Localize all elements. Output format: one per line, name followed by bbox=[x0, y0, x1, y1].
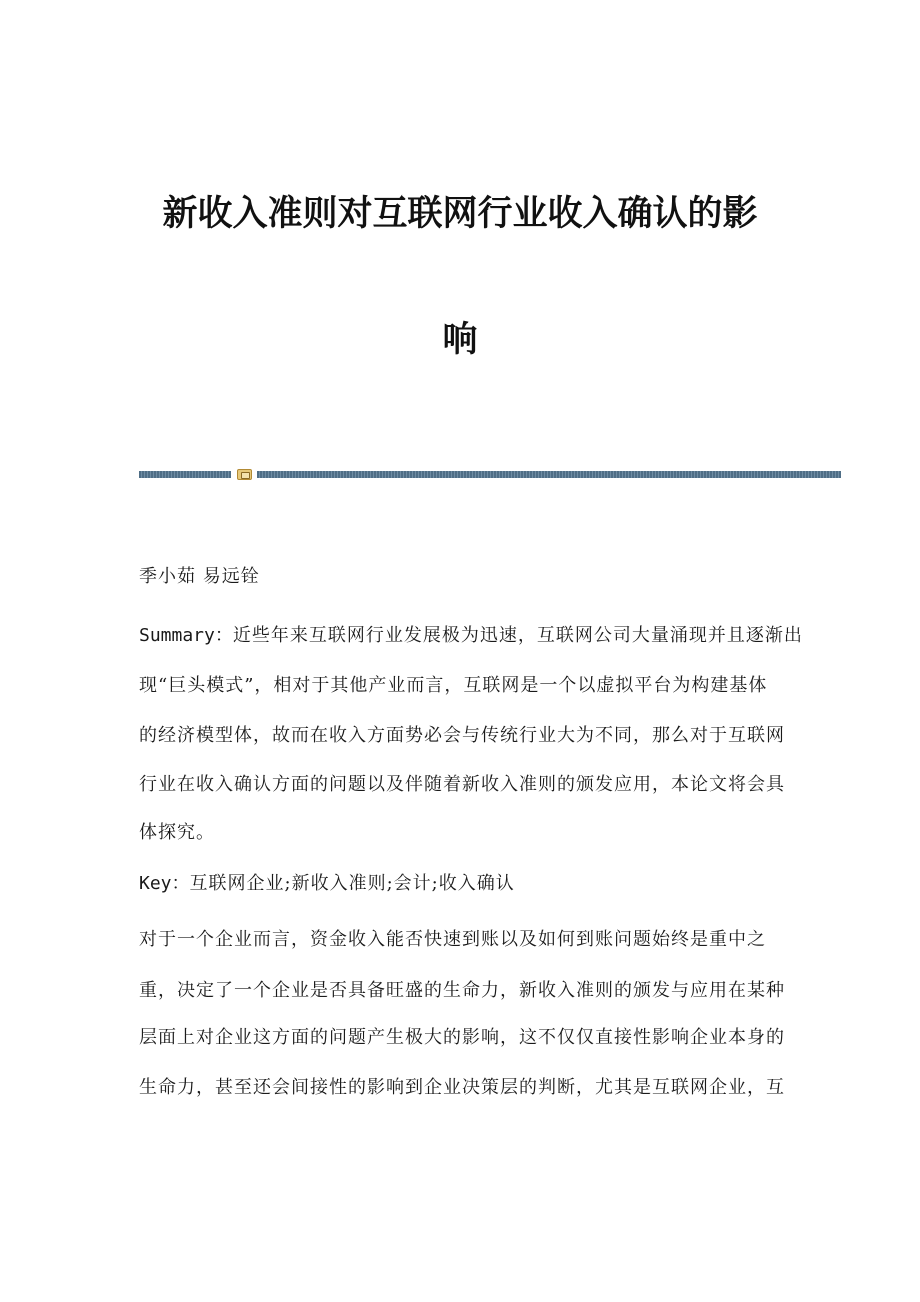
keywords-line bbox=[139, 875, 515, 893]
title-divider bbox=[139, 469, 841, 480]
summary-line: 的经济模型体，故而在收入方面势必会与传统行业大为不同，那么对于互联网 bbox=[139, 725, 785, 746]
authors: 季小茹 易远铨 bbox=[139, 566, 260, 587]
divider-bar-left bbox=[139, 471, 231, 478]
document-title-line-1: 新收入准则对互联网行业收入确认的影 bbox=[162, 193, 758, 234]
summary-line: 现“巨头模式”，相对于其他产业而言，互联网是一个以虚拟平台为构建基体 bbox=[139, 675, 768, 696]
document-title-line-2: 响 bbox=[442, 319, 478, 360]
body-paragraph-line: 生命力，甚至还会间接性的影响到企业决策层的判断，尤其是互联网企业，互 bbox=[139, 1077, 785, 1098]
body-paragraph-line: 对于一个企业而言，资金收入能否快速到账以及如何到账问题始终是重中之 bbox=[139, 929, 766, 950]
summary-text: 近些年来互联网行业发展极为迅速，互联网公司大量涌现并且逐渐出 bbox=[232, 625, 803, 646]
keywords-value: 互联网企业;新收入准则;会计;收入确认 bbox=[189, 873, 515, 894]
divider-ornament-icon bbox=[237, 469, 252, 480]
body-paragraph-line: 重，决定了一个企业是否具备旺盛的生命力，新收入准则的颁发与应用在某种 bbox=[139, 980, 785, 1001]
summary-line: 行业在收入确认方面的问题以及伴随着新收入准则的颁发应用，本论文将会具 bbox=[139, 774, 785, 795]
summary-line: 体探究。 bbox=[139, 822, 215, 843]
divider-bar-right bbox=[257, 471, 841, 478]
summary-line bbox=[139, 627, 803, 645]
keywords-label: Key： bbox=[139, 873, 190, 894]
body-paragraph-line: 层面上对企业这方面的问题产生极大的影响，这不仅仅直接性影响企业本身的 bbox=[139, 1027, 785, 1048]
summary-label: Summary： bbox=[139, 625, 233, 646]
